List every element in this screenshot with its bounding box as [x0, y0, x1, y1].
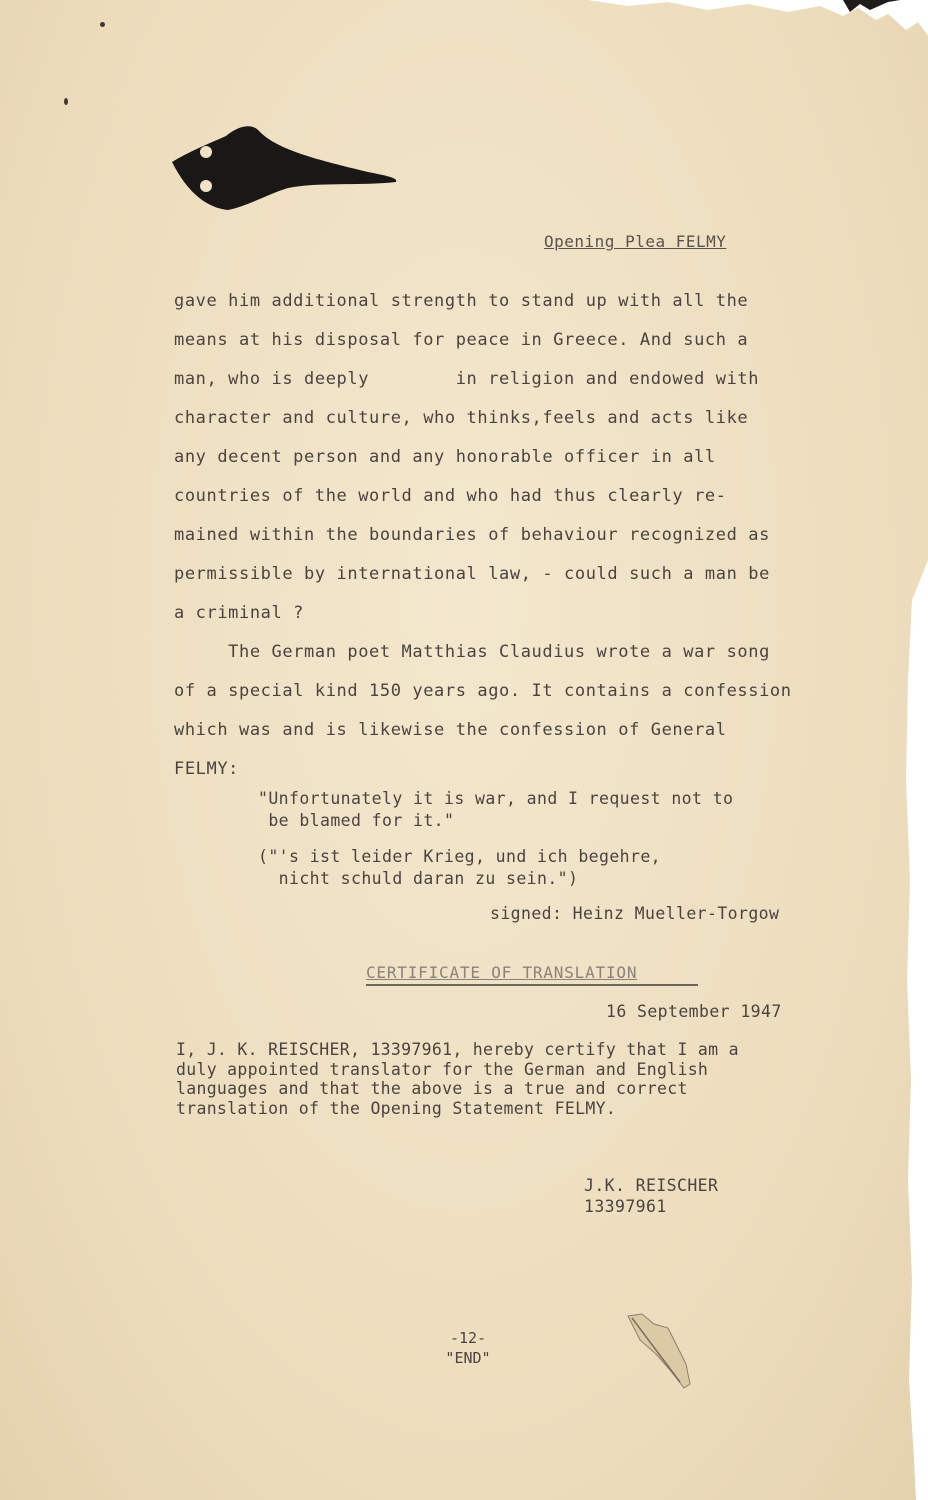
signature-line: signed: Heinz Mueller-Torgow	[490, 904, 780, 923]
body-line: FELMY:	[174, 759, 240, 779]
certificate-title-underline	[366, 984, 698, 986]
quote-english	[258, 788, 818, 832]
body-line: means at his disposal for peace in Greece. And such a	[174, 330, 749, 350]
certificate-line: translation of the Opening Statement FELMY.	[176, 1098, 617, 1118]
body-line: gave him additional strength to stand up with all the	[174, 291, 749, 311]
body-line: a criminal ?	[174, 603, 305, 623]
certificate-body	[176, 1040, 836, 1118]
body-line: of a special kind 150 years ago. It contains a confession	[174, 681, 792, 701]
body-line: countries of the world and who had thus clearly re-	[174, 486, 727, 506]
certificate-date: 16 September 1947	[606, 1002, 782, 1021]
ink-speck	[100, 22, 105, 27]
translator-name: J.K. REISCHER	[584, 1176, 719, 1195]
page-footer	[436, 1328, 500, 1368]
ink-speck	[64, 98, 68, 105]
body-line: any decent person and any honorable officer in all	[174, 447, 716, 467]
certificate-line: languages and that the above is a true and correct	[176, 1079, 688, 1098]
quote-german	[258, 846, 818, 890]
certificate-title: CERTIFICATE OF TRANSLATION	[366, 963, 638, 982]
body-line: character and culture, who thinks,feels and acts like	[174, 408, 749, 428]
body-line: permissible by international law, - could such a man be	[174, 564, 770, 584]
quote-line: ("'s ist leider Krieg, und ich begehre,	[258, 847, 662, 866]
paper-crease-mark	[620, 1310, 700, 1394]
end-mark: "END"	[445, 1349, 491, 1367]
certificate-line: duly appointed translator for the German and English	[176, 1059, 709, 1079]
translator-signature	[584, 1175, 718, 1217]
torn-edge-right	[902, 560, 928, 1500]
translator-number: 13397961	[584, 1197, 667, 1216]
quote-block	[258, 788, 818, 904]
body-line: The German poet Matthias Claudius wrote a war song	[174, 642, 770, 662]
page-number: -12-	[449, 1329, 487, 1347]
quote-line: nicht schuld daran zu sein.")	[258, 869, 579, 888]
certificate-line: I, J. K. REISCHER, 13397961, hereby certify that I am a	[176, 1040, 739, 1059]
page-heading: Opening Plea FELMY	[544, 232, 727, 251]
body-line: man, who is deeply in religion and endowed with	[174, 369, 760, 389]
ink-blot	[168, 122, 400, 214]
quote-line: "Unfortunately it is war, and I request not to	[258, 789, 734, 808]
quote-line: be blamed for it."	[258, 811, 455, 830]
body-line: which was and is likewise the confession of General	[174, 720, 727, 740]
body-line: mained within the boundaries of behaviour recognized as	[174, 525, 770, 545]
body-text	[174, 282, 854, 789]
torn-edge-top	[588, 0, 928, 36]
